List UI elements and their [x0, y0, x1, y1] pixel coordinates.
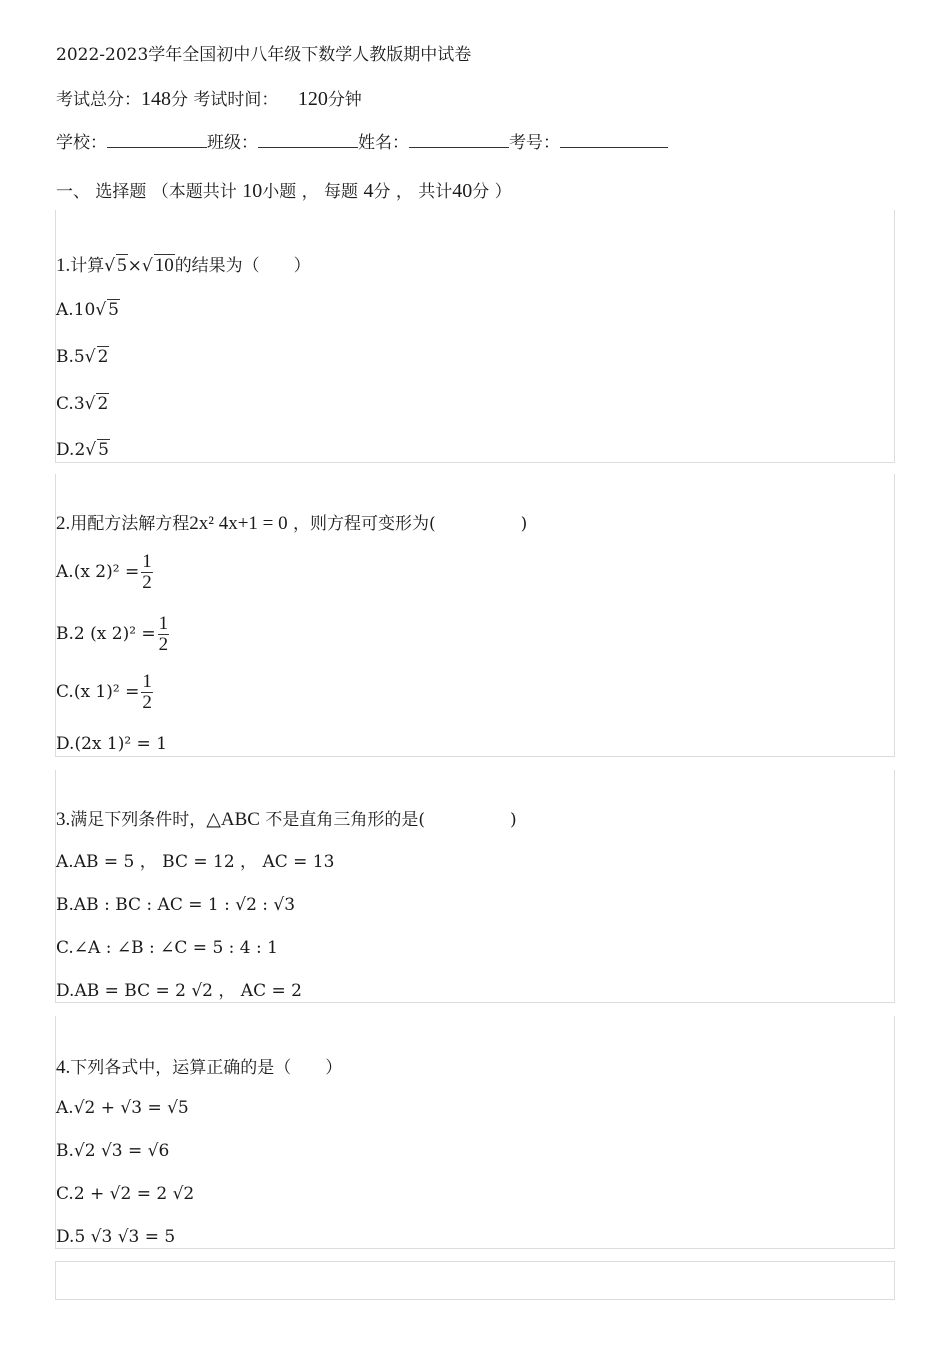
school-label: 学校： [56, 133, 107, 153]
question-card-2 [55, 474, 895, 757]
question-card-4 [55, 1016, 895, 1249]
score-label: 考试总分： [56, 90, 141, 110]
option-c[interactable]: C.3√ 2 [56, 394, 109, 414]
option-c[interactable]: C.2 + √2 = 2 √2 [56, 1184, 195, 1204]
section-title: 一、 选择题 （本题共计 10小题 ， 每题 4分 ， 共计40分 ） [56, 180, 512, 202]
question-card-5 [55, 1261, 895, 1300]
name-field[interactable] [409, 133, 509, 148]
question-stem: 4.下列各式中，运算正确的是（ ） [56, 1057, 343, 1078]
question-stem: 2.用配方法解方程2x² 4x+1 = 0 ，则方程可变形为( ) [56, 513, 528, 534]
option-a[interactable]: A.10√ 5 [56, 300, 119, 320]
school-field[interactable] [107, 133, 207, 148]
option-c[interactable]: C.(x 1)² = $\frac{1}{2}$ [56, 671, 152, 713]
question-card-3 [55, 770, 895, 1003]
time-unit: 分钟 [327, 90, 362, 110]
exam-meta [56, 88, 362, 111]
id-field[interactable] [560, 133, 668, 148]
option-d[interactable]: D.(2x 1)² = 1 [56, 734, 168, 754]
question-stem: 1.计算√ 5×√ 10的结果为（ ） [56, 255, 311, 276]
option-b[interactable]: B.√2 √3 = √6 [56, 1141, 170, 1161]
id-label: 考号： [509, 133, 560, 153]
class-label: 班级： [207, 133, 258, 153]
option-d[interactable]: D.2√ 5 [56, 440, 109, 460]
time-value: 120 [297, 88, 328, 110]
option-a[interactable]: A.(x 2)² = $\frac{1}{2}$ [56, 551, 152, 593]
option-b[interactable]: B.2 (x 2)² = $\frac{1}{2}$ [56, 613, 169, 655]
option-c[interactable]: C.∠A : ∠B : ∠C = 5 : 4 : 1 [56, 938, 278, 958]
name-label: 姓名： [358, 133, 409, 153]
exam-title: 2022-2023学年全国初中八年级下数学人教版期中试卷 [56, 45, 472, 65]
class-field[interactable] [258, 133, 358, 148]
score-value: 148 [141, 88, 171, 110]
option-b[interactable]: B.AB : BC : AC = 1 : √2 : √3 [56, 895, 296, 915]
option-d[interactable]: D.AB = BC = 2 √2 ， AC = 2 [56, 981, 302, 1001]
student-info-row [56, 132, 668, 154]
score-unit: 分 考试时间： [171, 90, 279, 110]
option-b[interactable]: B.5√ 2 [56, 347, 109, 367]
option-a[interactable]: A.AB = 5 ， BC = 12 ， AC = 13 [56, 852, 335, 872]
option-a[interactable]: A.√2 + √3 = √5 [56, 1098, 189, 1118]
question-stem: 3.满足下列条件时，△ABC 不是直角三角形的是( ) [56, 809, 517, 830]
option-d[interactable]: D.5 √3 √3 = 5 [56, 1227, 176, 1247]
question-card-1 [55, 210, 895, 463]
